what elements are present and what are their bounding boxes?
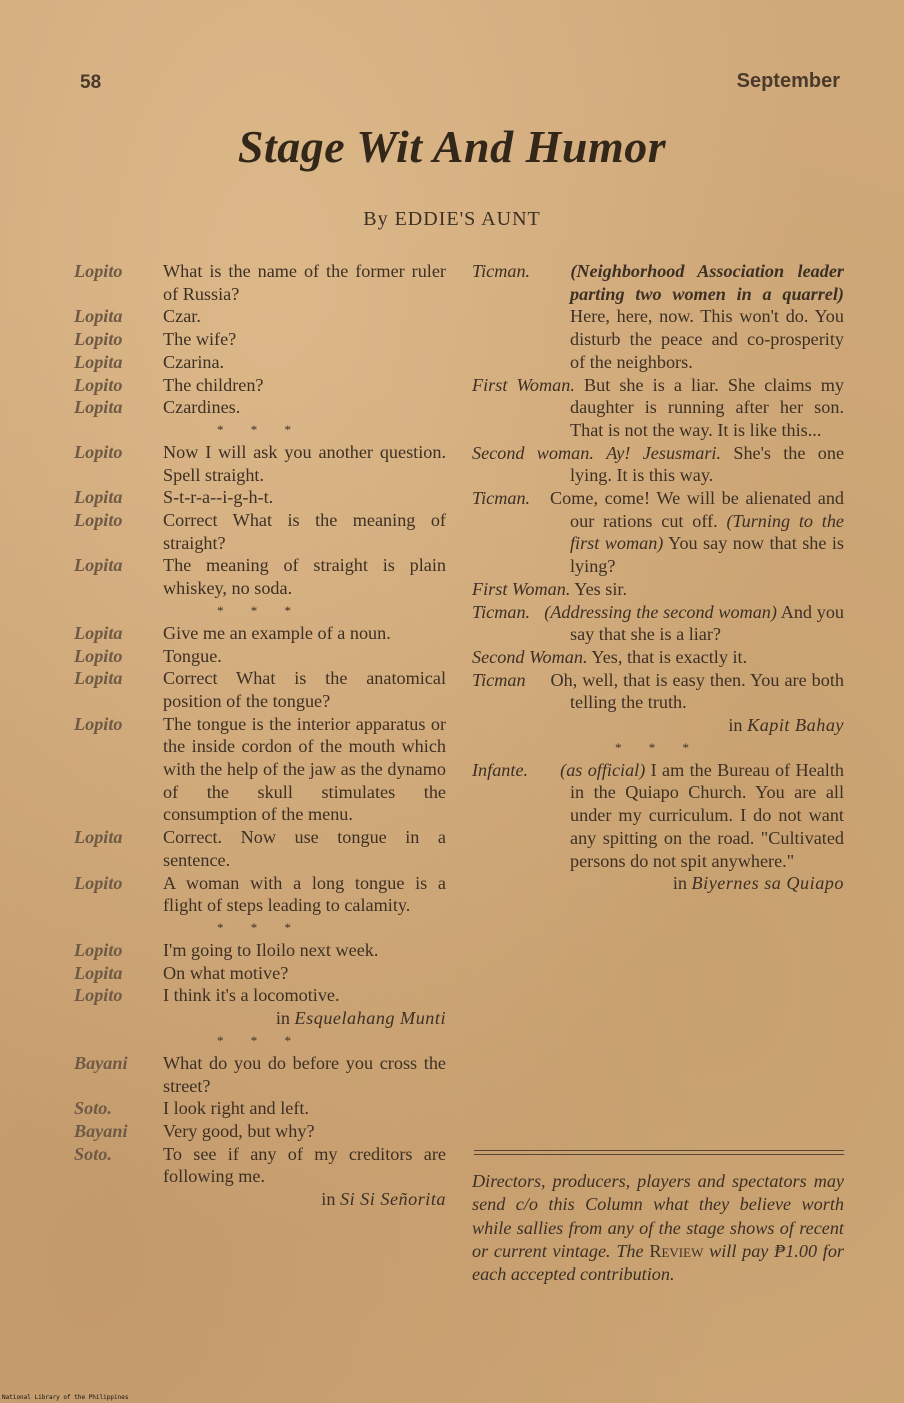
speaker-name: Lopita (74, 351, 123, 372)
left-column (74, 260, 446, 1211)
section-separator: * * * (217, 421, 303, 437)
dialogue-text: I'm going to Iloilo next week. (163, 939, 379, 960)
running-header-month: September (736, 70, 840, 92)
speaker-name: Lopita (74, 487, 123, 508)
source-title: Kapit Bahay (747, 715, 844, 736)
byline: By EDDIE'S AUNT (363, 208, 541, 230)
section-separator: * * * (217, 602, 303, 618)
page-number: 58 (80, 72, 102, 93)
speaker-name: Lopito (74, 261, 123, 281)
section-separator: * * * (615, 739, 701, 755)
speaker-name: Lopita (74, 622, 123, 643)
source-credit (74, 1007, 446, 1030)
dialogue-text: I am the Bureau of Health in the Quiapo Church. You are all under my curriculum. I do not want any spitting on the road. "Cultivated persons do not spit anywhere." (570, 759, 844, 871)
dialogue-text: Tongue. (163, 645, 222, 666)
dialogue-text: Yes sir. (574, 578, 627, 599)
speaker-name: First Woman. (472, 578, 571, 599)
dialogue-line (74, 305, 446, 328)
dialogue-line (472, 487, 845, 578)
section-separator: * * * (217, 1032, 303, 1048)
dialogue-text: Oh, well, that is easy then. You are both telling the truth. (550, 669, 845, 713)
dialogue-text: To see if any of my creditors are following me. (163, 1143, 446, 1187)
speaker-name: Lopito (74, 872, 123, 893)
library-credit: National Library of the Philippines (2, 1394, 129, 1401)
dialogue-line (74, 260, 446, 305)
source-prefix: in (275, 1008, 290, 1029)
speaker-name: Second woman. (472, 442, 594, 463)
speaker-name: Lopito (74, 374, 123, 395)
dialogue-text: And you say that she is a liar? (570, 601, 845, 645)
dialogue-line (74, 441, 446, 486)
stage-direction: (as official) (560, 759, 646, 780)
dialogue-text: You say now that she is lying? (570, 533, 845, 577)
column-divider-rule (474, 1150, 844, 1155)
speaker-name: Lopito (74, 329, 123, 350)
dialogue-line (74, 1143, 446, 1188)
dialogue-line (472, 374, 844, 442)
dialogue-text: Yes, that is exactly it. (591, 646, 748, 667)
section-separator: * * * (217, 919, 303, 935)
speaker-name: First Woman. (472, 374, 575, 395)
dialogue-text: S-t-r-a--i-g-h-t. (163, 487, 274, 508)
dialogue-line (472, 669, 845, 714)
dialogue-line (74, 962, 446, 985)
article-title: Stage Wit And Humor (237, 121, 667, 172)
dialogue-text: A woman with a long tongue is a flight of steps leading to calamity. (163, 872, 446, 916)
dialogue-text: Czarina. (163, 351, 225, 372)
dialogue-text: Correct What is the meaning of straight? (163, 510, 446, 553)
speaker-name: Soto. (74, 1098, 112, 1119)
speaker-name: Ticman (472, 669, 526, 690)
dialogue-text: Czardines. (163, 397, 241, 418)
dialogue-text: Give me an example of a noun. (163, 622, 391, 643)
dialogue-line (74, 328, 446, 351)
stage-direction: (Neighborhood Association leader parting two women in a quarrel) (570, 261, 845, 304)
speaker-name: Second Woman. (472, 646, 588, 667)
speaker-name: Lopita (74, 668, 123, 689)
speaker-name: Lopita (74, 827, 123, 848)
speaker-name: Infante. (472, 759, 529, 780)
dialogue-text: The children? (163, 374, 264, 395)
speaker-name: Soto. (74, 1143, 112, 1164)
dialogue-text: Here, here, now. This won't do. You disturb the peace and co-prosperity of the neighbors. (570, 306, 844, 372)
submission-notice (472, 1170, 844, 1286)
source-credit (74, 1188, 446, 1211)
dialogue-line (74, 645, 446, 668)
dialogue-text: What do you do before you cross the street? (163, 1052, 446, 1096)
source-prefix: in (728, 715, 743, 736)
dialogue-line (472, 646, 844, 669)
speaker-name: Ticman. (472, 261, 531, 281)
dialogue-text: Correct. Now use tongue in a sentence. (163, 827, 446, 870)
dialogue-text: On what motive? (163, 962, 289, 983)
speaker-name: Lopito (74, 985, 123, 1006)
right-column (472, 260, 844, 895)
dialogue-line (74, 939, 446, 962)
speaker-name: Bayani (74, 1052, 128, 1073)
source-credit (472, 714, 844, 737)
dialogue-line (74, 872, 446, 917)
dialogue-text: What is the name of the former ruler of Russia? (163, 261, 446, 304)
dialogue-text: I think it's a locomotive. (163, 985, 340, 1006)
speaker-name: Ticman. (472, 488, 531, 509)
notice-review-name: Review (649, 1240, 704, 1261)
dialogue-line (74, 622, 446, 645)
dialogue-line (74, 486, 446, 509)
dialogue-text: She's the one lying. It is this way. (570, 442, 845, 486)
stage-direction: Ay! Jesusmari. (606, 442, 722, 463)
dialogue-line (472, 578, 844, 601)
dialogue-text: The tongue is the interior apparatus or the inside cordon of the mouth which with the help of the jaw as the dynamo of the skull stimulates the consumption of the menu. (163, 713, 446, 825)
source-title: Si Si Señorita (339, 1189, 446, 1210)
notice-text: Directors, producers, players and spectators may send c/o this Column what they believe worth while sallies from any of the stage shows of recent or current vintage. The (472, 1171, 844, 1261)
dialogue-line (472, 260, 845, 374)
speaker-name: Lopito (74, 441, 123, 462)
stage-direction: (Addressing the second woman) (544, 601, 777, 622)
dialogue-line (74, 396, 446, 419)
speaker-name: Bayani (74, 1120, 128, 1141)
dialogue-text: Very good, but why? (163, 1120, 315, 1141)
speaker-name: Lopita (74, 555, 123, 576)
speaker-name: Lopito (74, 645, 123, 666)
dialogue-text: But she is a liar. She claims my daughter is running after her son. That is not the way. It is like this... (570, 374, 844, 440)
source-title: Biyernes sa Quiapo (691, 873, 844, 894)
stage-direction: (Turning to the first woman) (570, 510, 844, 554)
speaker-name: Lopita (74, 397, 123, 418)
dialogue-line (74, 1097, 446, 1120)
dialogue-line (74, 984, 446, 1007)
dialogue-line (74, 351, 446, 374)
dialogue-line (472, 601, 845, 646)
source-prefix: in (672, 873, 687, 894)
source-title: Esquelahang Munti (294, 1008, 446, 1029)
dialogue-line (74, 1120, 446, 1143)
speaker-name: Lopito (74, 510, 123, 531)
dialogue-text: Czar. (163, 306, 201, 327)
dialogue-text: Come, come! We will be alienated and our rations cut off. (550, 488, 845, 531)
source-credit (472, 872, 844, 895)
dialogue-line (472, 442, 845, 487)
dialogue-line (74, 509, 446, 554)
notice-text: will pay ₱1.00 for each accepted contribution. (472, 1240, 845, 1285)
dialogue-line (472, 759, 844, 873)
dialogue-text: Now I will ask you another question. Spell straight. (163, 441, 446, 485)
speaker-name: Lopita (74, 306, 123, 327)
dialogue-text: I look right and left. (163, 1098, 309, 1119)
dialogue-line (74, 826, 446, 871)
speaker-name: Lopito (74, 713, 123, 734)
dialogue-text: The wife? (163, 329, 237, 350)
speaker-name: Ticman. (472, 601, 531, 622)
dialogue-line (74, 374, 446, 397)
dialogue-line (74, 1052, 446, 1097)
dialogue-text: The meaning of straight is plain whiskey, no soda. (163, 555, 446, 599)
source-prefix: in (321, 1189, 336, 1210)
dialogue-line (74, 713, 446, 827)
dialogue-text: Correct What is the anatomical position of the tongue? (163, 668, 446, 711)
dialogue-line (74, 554, 446, 599)
speaker-name: Lopito (74, 939, 123, 960)
dialogue-line (74, 667, 446, 712)
speaker-name: Lopita (74, 962, 123, 983)
